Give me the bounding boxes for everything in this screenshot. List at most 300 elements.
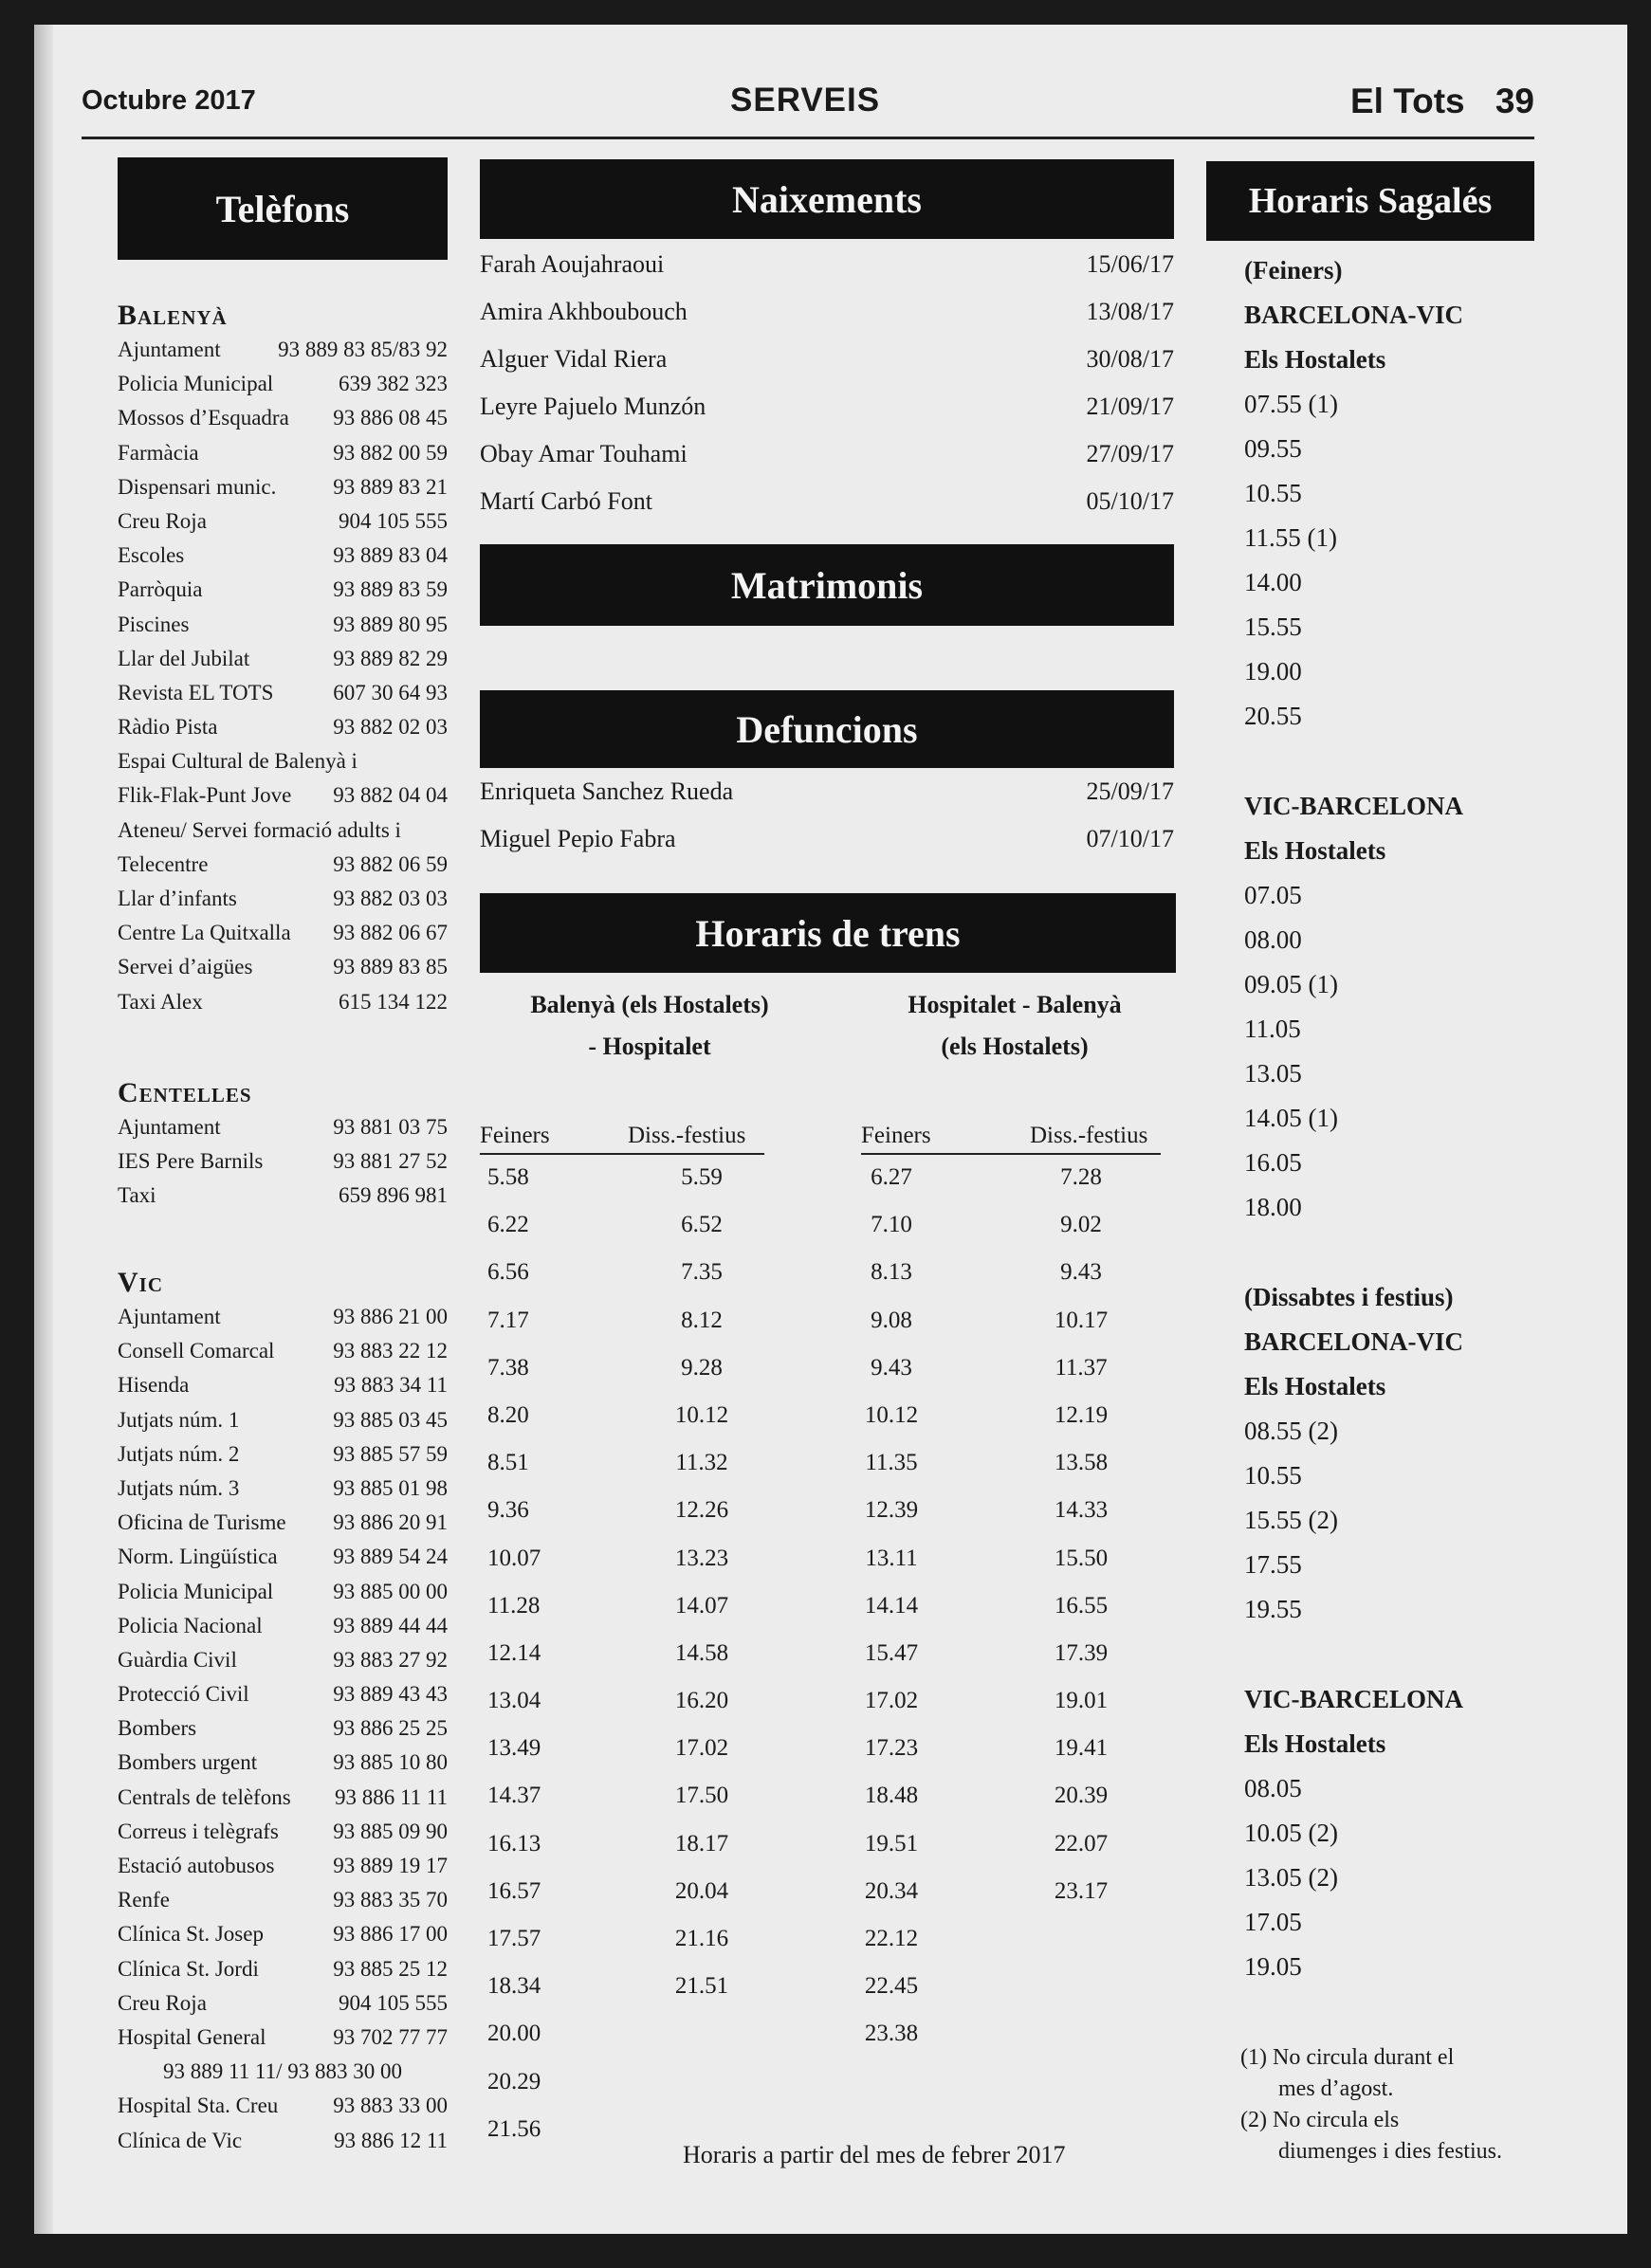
bus-time: 19.05: [1244, 1952, 1302, 1981]
phone-label: Creu Roja: [118, 508, 207, 533]
bus-time: 07.55 (1): [1244, 390, 1338, 418]
phone-number: 93 886 20 91: [333, 1510, 448, 1535]
train-time: 10.17: [1054, 1307, 1109, 1333]
phone-row: [118, 441, 448, 475]
trens-banner: [480, 893, 1176, 973]
train-time: 14.37: [487, 1783, 541, 1809]
block-spacer: [1244, 746, 1548, 792]
train-time: 7.10: [871, 1212, 912, 1238]
bus-route-heading: Els Hostalets: [1244, 1729, 1386, 1758]
train-time: 11.37: [1055, 1354, 1108, 1381]
phone-row: [118, 1408, 448, 1442]
phone-number: 93 889 19 17: [333, 1854, 448, 1877]
train-time: 10.07: [487, 1545, 541, 1571]
phone-label: Taxi: [118, 1183, 156, 1208]
phone-label: Hospital General: [118, 2024, 266, 2049]
phone-row: [118, 1115, 448, 1149]
phone-number: 93 883 35 70: [333, 1888, 448, 1912]
phone-number: 93 889 44 44: [333, 1613, 448, 1637]
sagales-banner: [1206, 161, 1534, 241]
phone-label: Centrals de telèfons: [118, 1784, 291, 1809]
phone-number: 93 886 21 00: [333, 1305, 448, 1328]
phone-number: 93 885 01 98: [333, 1475, 448, 1500]
phone-label: Dispensari munic.: [118, 474, 277, 499]
train-time: 5.58: [487, 1164, 529, 1190]
trens-title: Horaris de trens: [695, 911, 961, 955]
train-time: 16.20: [674, 1688, 729, 1714]
dir2-diss-header: Diss.-festius: [1030, 1123, 1148, 1148]
phone-row: [118, 1716, 448, 1750]
phone-label: Creu Roja: [118, 1990, 207, 2015]
dir2-feiners-times: [853, 1164, 929, 2069]
note-line: diumenges i dies festius.: [1278, 2139, 1502, 2164]
train-time: 16.57: [487, 1877, 541, 1904]
train-time: 13.49: [487, 1735, 541, 1762]
train-time: 10.12: [674, 1401, 729, 1428]
phone-number: 93 702 77 77: [333, 2024, 448, 2049]
phone-row: [118, 681, 448, 715]
phone-label: Parròquia: [118, 577, 203, 602]
block-spacer: [1244, 1237, 1548, 1283]
phone-number: 93 883 22 12: [333, 1339, 448, 1363]
defuncions-banner: [480, 690, 1174, 768]
train-time: 11.32: [675, 1450, 728, 1476]
matrimonis-title: Matrimonis: [730, 563, 924, 607]
note-line: mes d’agost.: [1278, 2076, 1394, 2101]
event-date: 27/09/17: [1086, 440, 1174, 467]
bus-route-heading: (Dissabtes i festius): [1244, 1283, 1454, 1311]
train-time: 19.01: [1054, 1688, 1109, 1714]
naixements-row: [480, 487, 1174, 535]
phone-label: Hisenda: [118, 1373, 190, 1398]
phone-number: 93 886 11 11: [334, 1784, 448, 1809]
phone-number: 615 134 122: [339, 989, 448, 1014]
phone-label: Estació autobusos: [118, 1854, 275, 1877]
phone-row: [118, 1614, 448, 1648]
phone-label: Piscines: [118, 612, 190, 636]
phone-label: Servei d’aigües: [118, 955, 253, 979]
train-time: 7.28: [1060, 1164, 1102, 1190]
phone-row: [118, 1510, 448, 1545]
defuncions-row: [480, 825, 1174, 872]
dir1-column-headers: [480, 1123, 764, 1155]
dir1-line1: Balenyà (els Hostalets): [530, 991, 769, 1018]
note-line: (2) No circula els: [1240, 2108, 1400, 2132]
phone-number: 904 105 555: [339, 1990, 448, 2015]
train-time: 10.12: [864, 1401, 919, 1428]
train-time: 14.14: [864, 1592, 919, 1619]
bus-time: 14.00: [1244, 568, 1302, 596]
bus-time: 11.05: [1244, 1015, 1301, 1043]
phone-number: 93 883 33 00: [333, 2094, 448, 2118]
phone-number: 93 889 83 21: [333, 474, 448, 499]
balenya-phone-list: [118, 338, 448, 1024]
phone-row: [118, 1820, 448, 1854]
phone-row: [118, 475, 448, 509]
train-time: 8.12: [681, 1307, 723, 1333]
phone-number: 607 30 64 93: [333, 680, 448, 704]
defuncions-list: [480, 777, 1174, 872]
train-time: 21.56: [487, 2115, 541, 2142]
phone-label: Policia Nacional: [118, 1613, 263, 1637]
phone-row: [118, 1339, 448, 1373]
train-time: 16.55: [1054, 1592, 1109, 1619]
event-date: 30/08/17: [1086, 345, 1174, 373]
bus-route-heading: Els Hostalets: [1244, 1372, 1386, 1400]
phone-label: Norm. Lingüística: [118, 1545, 278, 1569]
train-time: 18.48: [864, 1783, 919, 1809]
train-time: 17.57: [487, 1926, 541, 1951]
phone-number: 93 885 25 12: [333, 1956, 448, 1981]
phone-number: 93 885 00 00: [333, 1579, 448, 1603]
phone-row: [118, 1545, 448, 1579]
bus-route-heading: Els Hostalets: [1244, 836, 1386, 865]
phone-number: 93 886 12 11: [334, 2128, 448, 2152]
train-time: 11.35: [865, 1450, 918, 1476]
train-time: 7.35: [681, 1259, 723, 1286]
phone-number: 93 889 83 59: [333, 577, 448, 602]
train-time: 17.02: [674, 1735, 729, 1762]
train-time: 20.34: [864, 1877, 919, 1904]
train-time: 17.23: [864, 1735, 919, 1762]
train-time: 22.12: [864, 1926, 919, 1951]
sagales-notes: [1240, 2042, 1563, 2167]
phone-number: 93 882 04 04: [333, 783, 448, 808]
phone-row: [118, 1648, 448, 1682]
bus-time: 10.55: [1244, 479, 1302, 507]
event-date: 25/09/17: [1086, 777, 1174, 805]
dir1-feiners-header: Feiners: [480, 1123, 550, 1148]
dir1-diss-times: [664, 1164, 740, 2021]
phone-label: Flik-Flak-Punt Jove: [118, 783, 292, 808]
naixements-row: [480, 298, 1174, 345]
phone-label: Escoles: [118, 543, 185, 568]
train-time: 13.58: [1054, 1450, 1109, 1476]
train-time: 12.26: [674, 1497, 729, 1524]
phone-label: Espai Cultural de Balenyà i: [118, 749, 358, 774]
train-time: 15.50: [1054, 1545, 1109, 1571]
bus-time: 09.05 (1): [1244, 970, 1338, 998]
phone-label: Correus i telègrafs: [118, 1819, 279, 1843]
phone-number: 93 889 11 11/ 93 883 30 00: [163, 2059, 402, 2084]
phone-number: 93 885 09 90: [333, 1819, 448, 1843]
bus-time: 13.05 (2): [1244, 1863, 1338, 1892]
bus-time: 15.55 (2): [1244, 1506, 1338, 1534]
phone-row: [118, 647, 448, 681]
train-time: 16.13: [487, 1830, 541, 1856]
bus-time: 15.55: [1244, 613, 1302, 641]
phone-number: 93 882 00 59: [333, 440, 448, 465]
phone-label: Renfe: [118, 1888, 170, 1912]
train-time: 9.36: [487, 1497, 529, 1524]
phone-row: [118, 2094, 448, 2128]
train-time: 8.51: [487, 1450, 529, 1476]
bus-time: 13.05: [1244, 1059, 1302, 1088]
centelles-phone-list: [118, 1115, 448, 1218]
bus-route-heading: BARCELONA-VIC: [1244, 301, 1464, 329]
train-time: 19.51: [864, 1830, 919, 1856]
naixements-row: [480, 345, 1174, 393]
bus-time: 10.55: [1244, 1461, 1302, 1490]
phone-number: 93 883 34 11: [334, 1373, 448, 1398]
phone-label: Jutjats núm. 3: [118, 1475, 240, 1500]
train-time: 7.17: [487, 1307, 529, 1333]
phone-label: Protecció Civil: [118, 1682, 249, 1707]
phone-row: [118, 1888, 448, 1922]
bus-time: 10.05 (2): [1244, 1819, 1338, 1847]
phone-number: 93 882 06 67: [333, 921, 448, 945]
phone-number: 93 885 03 45: [333, 1407, 448, 1432]
phone-number: 93 881 03 75: [333, 1115, 448, 1139]
bus-time: 07.05: [1244, 881, 1302, 909]
phone-row: [118, 715, 448, 749]
train-time: 9.43: [871, 1354, 912, 1381]
trens-footnote: Horaris a partir del mes de febrer 2017: [683, 2141, 1066, 2168]
naixements-row: [480, 393, 1174, 440]
phone-label: Mossos d’Esquadra: [118, 406, 289, 430]
bus-time: 19.00: [1244, 657, 1302, 686]
phone-label: Bombers urgent: [118, 1750, 258, 1775]
person-name: Martí Carbó Font: [480, 487, 652, 515]
bus-route-heading: VIC-BARCELONA: [1244, 1685, 1464, 1713]
phone-row: [118, 1183, 448, 1217]
train-time: 20.04: [674, 1877, 729, 1904]
phone-label: Ateneu/ Servei formació adults i: [118, 817, 401, 842]
phone-number: 93 889 83 04: [333, 543, 448, 568]
phone-row: [118, 990, 448, 1024]
train-time: 18.17: [674, 1830, 729, 1856]
train-time: 6.27: [871, 1164, 912, 1190]
phone-label: IES Pere Barnils: [118, 1149, 264, 1174]
bus-time: 08.05: [1244, 1774, 1302, 1802]
bus-time: 08.55 (2): [1244, 1417, 1338, 1445]
phone-label: Jutjats núm. 2: [118, 1441, 240, 1466]
event-date: 07/10/17: [1086, 825, 1174, 852]
phone-row: [118, 613, 448, 647]
bus-time: 18.00: [1244, 1193, 1302, 1221]
train-time: 5.59: [681, 1164, 723, 1190]
defuncions-row: [480, 777, 1174, 825]
phone-label: Llar d’infants: [118, 887, 237, 910]
phone-label: Consell Comarcal: [118, 1339, 275, 1363]
phone-label: Llar del Jubilat: [118, 646, 250, 670]
naixements-row: [480, 250, 1174, 298]
note-line: (1) No circula durant el: [1240, 2045, 1455, 2070]
train-time: 6.22: [487, 1212, 529, 1238]
phone-number: 93 885 10 80: [333, 1750, 448, 1775]
phone-number: 93 889 54 24: [333, 1545, 448, 1569]
phone-label: Revista EL TOTS: [118, 680, 274, 704]
bus-time: 19.55: [1244, 1595, 1302, 1623]
train-time: 17.02: [864, 1688, 919, 1714]
bus-time: 20.55: [1244, 702, 1302, 730]
phone-row: [118, 2025, 448, 2059]
phone-row: [118, 1785, 448, 1820]
phone-row: [118, 1373, 448, 1407]
phone-number: 93 882 06 59: [333, 851, 448, 876]
sagales-title: Horaris Sagalés: [1248, 181, 1493, 221]
dir2-column-headers: [861, 1123, 1161, 1155]
train-time: 22.45: [864, 1973, 919, 2000]
train-time: 14.33: [1054, 1497, 1109, 1524]
bus-time: 14.05 (1): [1244, 1104, 1338, 1132]
centelles-heading: Centelles: [118, 1077, 252, 1108]
person-name: Obay Amar Touhami: [480, 440, 688, 467]
phone-label: Ajuntament: [118, 1115, 221, 1139]
bus-time: 08.00: [1244, 925, 1302, 954]
phone-number: 93 886 25 25: [333, 1716, 448, 1741]
dir2-feiners-header: Feiners: [861, 1123, 931, 1148]
header-date: Octubre 2017: [82, 85, 256, 116]
phone-label: Centre La Quitxalla: [118, 921, 291, 945]
dir2-line1: Hospitalet - Balenyà: [908, 991, 1122, 1018]
event-date: 15/06/17: [1086, 250, 1174, 278]
phone-label: Ajuntament: [118, 1305, 221, 1328]
phone-row: [118, 955, 448, 989]
naixements-row: [480, 440, 1174, 487]
phone-row: [118, 818, 448, 852]
phone-row: [118, 1750, 448, 1784]
header-publication: El Tots: [1350, 82, 1465, 120]
train-time: 9.43: [1060, 1259, 1102, 1286]
phone-label: Guàrdia Civil: [118, 1647, 237, 1672]
phone-number: 639 382 323: [339, 372, 448, 396]
phone-number: 93 889 83 85/83 92: [278, 338, 448, 361]
train-time: 14.58: [674, 1639, 729, 1666]
train-time: 17.39: [1054, 1639, 1109, 1666]
phone-number: 93 886 17 00: [333, 1922, 448, 1947]
phone-number: 904 105 555: [339, 508, 448, 533]
phone-row: [118, 852, 448, 887]
train-time: 11.28: [487, 1592, 541, 1619]
trens-direction-1: [503, 984, 797, 1068]
phone-row: [118, 2129, 448, 2163]
phone-number: 93 889 83 85: [333, 955, 448, 979]
phone-row: [118, 338, 448, 372]
phone-row: [118, 1682, 448, 1716]
phone-label: Ajuntament: [118, 338, 221, 361]
train-time: 23.38: [864, 2021, 919, 2047]
train-time: 13.04: [487, 1688, 541, 1714]
train-time: 8.13: [871, 1259, 912, 1286]
phone-label: Ràdio Pista: [118, 715, 218, 740]
phone-number: 93 882 03 03: [333, 887, 448, 910]
train-time: 20.00: [487, 2021, 541, 2047]
phone-row: [118, 1854, 448, 1888]
train-time: 21.51: [674, 1973, 729, 2000]
matrimonis-banner: [480, 544, 1174, 626]
person-name: Miguel Pepio Fabra: [480, 825, 676, 852]
phone-number: 93 889 82 29: [333, 646, 448, 670]
phone-label: Clínica de Vic: [118, 2128, 243, 2152]
phone-label: Telecentre: [118, 851, 209, 876]
trens-direction-2: [872, 984, 1157, 1068]
bus-time: 16.05: [1244, 1148, 1302, 1177]
phone-number: 659 896 981: [339, 1183, 448, 1208]
train-time: 7.38: [487, 1354, 529, 1381]
naixements-title: Naixements: [732, 177, 922, 221]
phone-label: Taxi Alex: [118, 989, 203, 1014]
page-spine: [34, 25, 53, 2234]
phone-number: 93 885 57 59: [333, 1441, 448, 1466]
page-header: [82, 61, 1534, 139]
train-time: 13.23: [674, 1545, 729, 1571]
phone-number: 93 889 80 95: [333, 612, 448, 636]
phone-row: [118, 1476, 448, 1510]
phone-label: Bombers: [118, 1716, 197, 1741]
telefons-title: Telèfons: [215, 187, 350, 230]
phone-row: [118, 921, 448, 955]
person-name: Leyre Pajuelo Munzón: [480, 393, 706, 420]
phone-row: [118, 1991, 448, 2025]
phone-label: Policia Municipal: [118, 372, 274, 396]
train-time: 6.52: [681, 1212, 723, 1238]
dir1-feiners-times: [487, 1164, 554, 2164]
train-time: 13.11: [865, 1545, 918, 1571]
person-name: Amira Akhboubouch: [480, 298, 688, 325]
train-time: 22.07: [1054, 1830, 1109, 1856]
phone-row: [118, 783, 448, 817]
person-name: Enriqueta Sanchez Rueda: [480, 777, 734, 805]
phone-number: 93 881 27 52: [333, 1149, 448, 1174]
train-time: 19.41: [1054, 1735, 1109, 1762]
event-date: 21/09/17: [1086, 393, 1174, 420]
train-time: 9.02: [1060, 1212, 1102, 1238]
train-time: 8.20: [487, 1401, 529, 1428]
train-time: 21.16: [674, 1926, 729, 1951]
phone-label: Hospital Sta. Creu: [118, 2094, 279, 2118]
train-time: 23.17: [1054, 1877, 1109, 1904]
train-time: 17.50: [674, 1783, 729, 1809]
vic-heading: Vic: [118, 1267, 164, 1298]
dir2-line2: (els Hostalets): [941, 1033, 1089, 1060]
person-name: Farah Aoujahraoui: [480, 250, 665, 278]
train-time: 12.14: [487, 1639, 541, 1666]
train-time: 20.39: [1054, 1783, 1109, 1809]
phone-row: [118, 406, 448, 440]
bus-route-heading: Els Hostalets: [1244, 345, 1386, 374]
train-time: 15.47: [864, 1639, 919, 1666]
train-time: 6.56: [487, 1259, 529, 1286]
phone-row: [118, 1442, 448, 1476]
event-date: 05/10/17: [1086, 487, 1174, 515]
bus-time: 11.55 (1): [1244, 523, 1337, 552]
phone-row: [118, 1149, 448, 1183]
phone-label: Clínica St. Jordi: [118, 1956, 259, 1981]
train-time: 18.34: [487, 1973, 541, 2000]
phone-label: Clínica St. Josep: [118, 1922, 264, 1947]
event-date: 13/08/17: [1086, 298, 1174, 325]
block-spacer: [1244, 1639, 1548, 1685]
bus-route-heading: VIC-BARCELONA: [1244, 792, 1464, 820]
phone-row: [118, 749, 448, 783]
train-time: 14.07: [674, 1592, 729, 1619]
telefons-banner: [118, 157, 448, 260]
bus-time: 17.05: [1244, 1908, 1302, 1936]
phone-number: 93 889 43 43: [333, 1682, 448, 1707]
train-time: 9.08: [871, 1307, 912, 1333]
phone-row: [118, 1580, 448, 1614]
phone-label: Farmàcia: [118, 440, 199, 465]
bus-time: 17.55: [1244, 1550, 1302, 1579]
phone-row: [118, 577, 448, 612]
naixements-list: [480, 250, 1174, 535]
train-time: 12.19: [1054, 1401, 1109, 1428]
train-time: 9.28: [681, 1354, 723, 1381]
phone-row: [118, 1957, 448, 1991]
phone-row: [118, 2059, 448, 2094]
phone-label: Policia Municipal: [118, 1579, 274, 1603]
